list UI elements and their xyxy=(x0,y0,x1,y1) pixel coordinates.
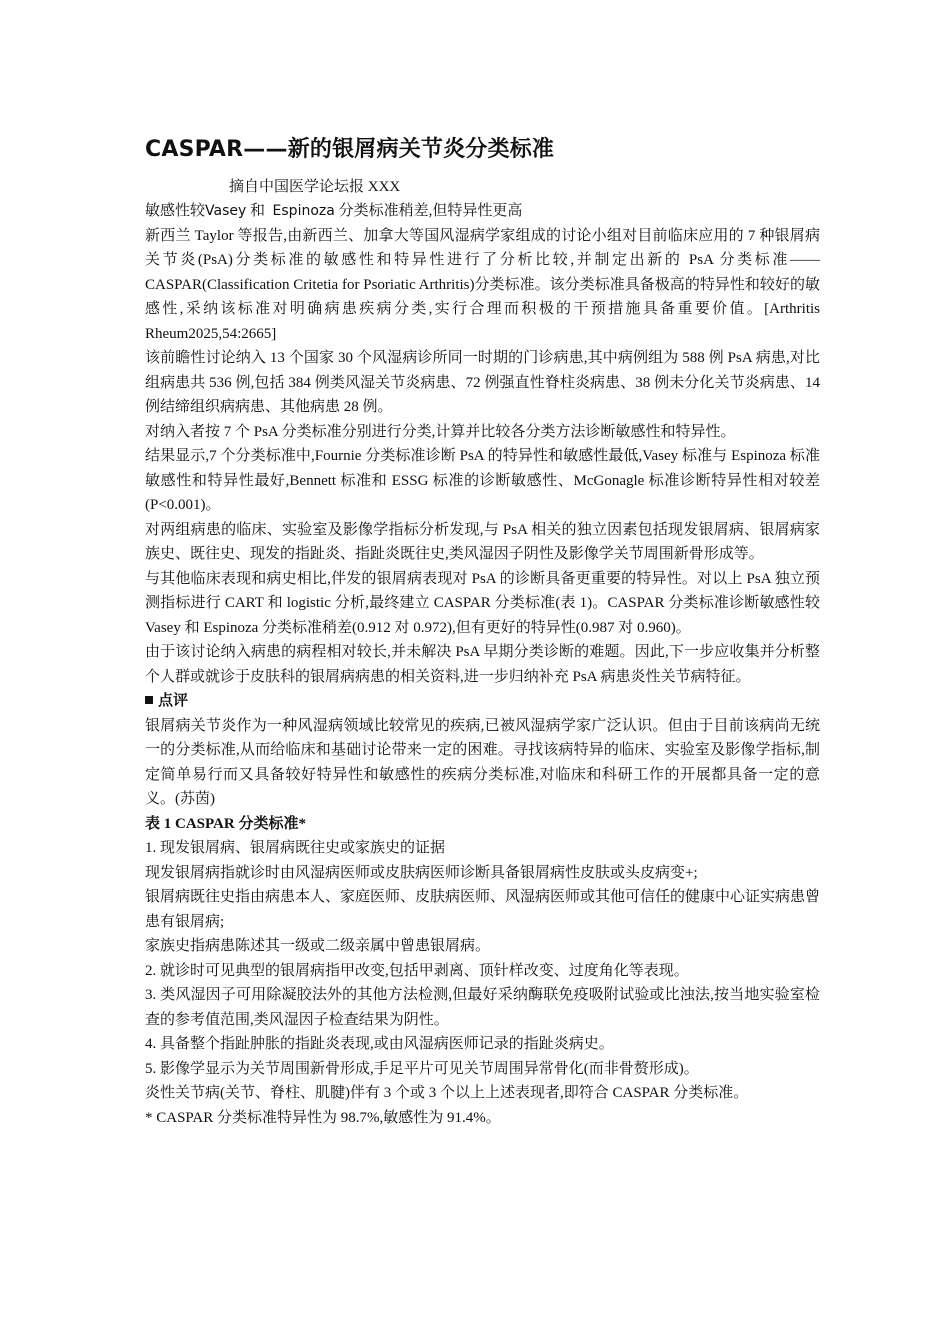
comment-heading xyxy=(145,689,820,714)
subtitle-part: 敏感性较 xyxy=(145,203,206,219)
body-paragraph: 新西兰 Taylor 等报告,由新西兰、加拿大等国风湿病学家组成的讨论小组对目前临床应用的 7 种银屑病关节炎(PsA)分类标准的敏感性和特异性进行了分析比较,并制定出新的 PsA 分类标准——CASPAR(Classification Critetia for Psoriatic Arthritis)分类标准。该分类标准具备极高的特异性和较好的敏感性,采纳该标准对明确病患疾病分类,实行合理而积极的干预措施具备重要价值。[Arthritis Rheum2025,54:2665] xyxy=(145,227,820,342)
criteria-footnote: * CASPAR 分类标准特异性为 98.7%,敏感性为 91.4%。 xyxy=(145,1109,501,1126)
square-bullet-icon xyxy=(145,696,153,704)
subtitle-part: Vasey xyxy=(205,203,247,219)
subtitle-part: Espinoza xyxy=(272,203,335,219)
body-paragraph: 由于该讨论纳入病患的病程相对较长,并未解决 PsA 早期分类诊断的难题。因此,下一步应收集并分析整个人群或就诊于皮肤科的银屑病病患的相关资料,进一步归纳补充 PsA 病患炎性关节病特征。 xyxy=(145,644,820,685)
subtitle-part: 分类标准稍差,但特异性更高 xyxy=(338,203,523,219)
criteria-item: 2. 就诊时可见典型的银屑病指甲改变,包括甲剥离、顶针样改变、过度角化等表现。 xyxy=(145,962,689,979)
criteria-item: 炎性关节病(关节、脊柱、肌腱)伴有 3 个或 3 个以上上述表现者,即符合 CASPAR 分类标准。 xyxy=(145,1085,749,1101)
table-heading: 表 1 CASPAR 分类标准* xyxy=(145,815,306,832)
subtitle-part: 和 xyxy=(250,203,266,219)
criteria-item: 5. 影像学显示为关节周围新骨形成,手足平片可见关节周围异常骨化(而非骨赘形成)。 xyxy=(145,1060,699,1077)
comment-paragraph: 银屑病关节炎作为一种风湿病领域比较常见的疾病,已被风湿病学家广泛认识。但由于目前该病尚无统一的分类标准,从而给临床和基础讨论带来一定的困难。寻找该病特异的临床、实验室及影像学指标,制定简单易行而又具备较好特异性和敏感性的疾病分类标准,对临床和科研工作的开展都具备一定的意义。(苏茵) xyxy=(145,717,820,807)
document-page xyxy=(145,132,820,1130)
body-paragraph: 结果显示,7 个分类标准中,Fournie 分类标准诊断 PsA 的特异性和敏感性最低,Vasey 标准与 Espinoza 标准敏感性和特异性最好,Bennett 标准和 ESSG 标准的诊断敏感性、McGonagle 标准诊断特异性相对较差(P<0.001)。 xyxy=(145,448,820,513)
criteria-item: 4. 具备整个指趾肿胀的指趾炎表现,或由风湿病医师记录的指趾炎病史。 xyxy=(145,1036,614,1052)
body-paragraph: 与其他临床表现和病史相比,伴发的银屑病表现对 PsA 的诊断具备更重要的特异性。对以上 PsA 独立预测指标进行 CART 和 logistic 分析,最终建立 CASPAR 分类标准(表 1)。CASPAR 分类标准诊断敏感性较 Vasey 和 Espinoza 分类标准稍差(0.912 对 0.972),但有更好的特异性(0.987 对 0.960)。 xyxy=(145,570,820,636)
criteria-item: 1. 现发银屑病、银屑病既往史或家族史的证据 xyxy=(145,840,446,856)
document-title: CASPAR——新的银屑病关节炎分类标准 xyxy=(145,137,555,162)
body-paragraph: 该前瞻性讨论纳入 13 个国家 30 个风湿病诊所同一时期的门诊病患,其中病例组为 588 例 PsA 病患,对比组病患共 536 例,包括 384 例类风湿关节炎病患、72 例强直性脊柱炎病患、38 例未分化关节炎病患、14 例结缔组织病病患、其他病患 28 例。 xyxy=(145,350,820,415)
criteria-item: 现发银屑病指就诊时由风湿病医师或皮肤病医师诊断具备银屑病性皮肤或头皮病变+; xyxy=(145,864,698,881)
body-paragraph: 对纳入者按 7 个 PsA 分类标准分别进行分类,计算并比较各分类方法诊断敏感性和特异性。 xyxy=(145,423,736,440)
subtitle-line xyxy=(145,199,820,224)
body-paragraph: 对两组病患的临床、实验室及影像学指标分析发现,与 PsA 相关的独立因素包括现发银屑病、银屑病家族史、既往史、现发的指趾炎、指趾炎既往史,类风湿因子阴性及影像学关节周围新骨形成等。 xyxy=(145,521,820,562)
comment-heading-label: 点评 xyxy=(158,693,189,709)
source-line: 摘自中国医学论坛报 XXX xyxy=(229,179,401,195)
criteria-item: 3. 类风湿因子可用除凝胶法外的其他方法检测,但最好采纳酶联免疫吸附试验或比浊法,按当地实验室检查的参考值范围,类风湿因子检查结果为阴性。 xyxy=(145,987,820,1028)
criteria-item: 银屑病既往史指由病患本人、家庭医师、皮肤病医师、风湿病医师或其他可信任的健康中心证实病患曾患有银屑病; xyxy=(145,889,821,930)
criteria-item: 家族史指病患陈述其一级或二级亲属中曾患银屑病。 xyxy=(145,938,491,954)
